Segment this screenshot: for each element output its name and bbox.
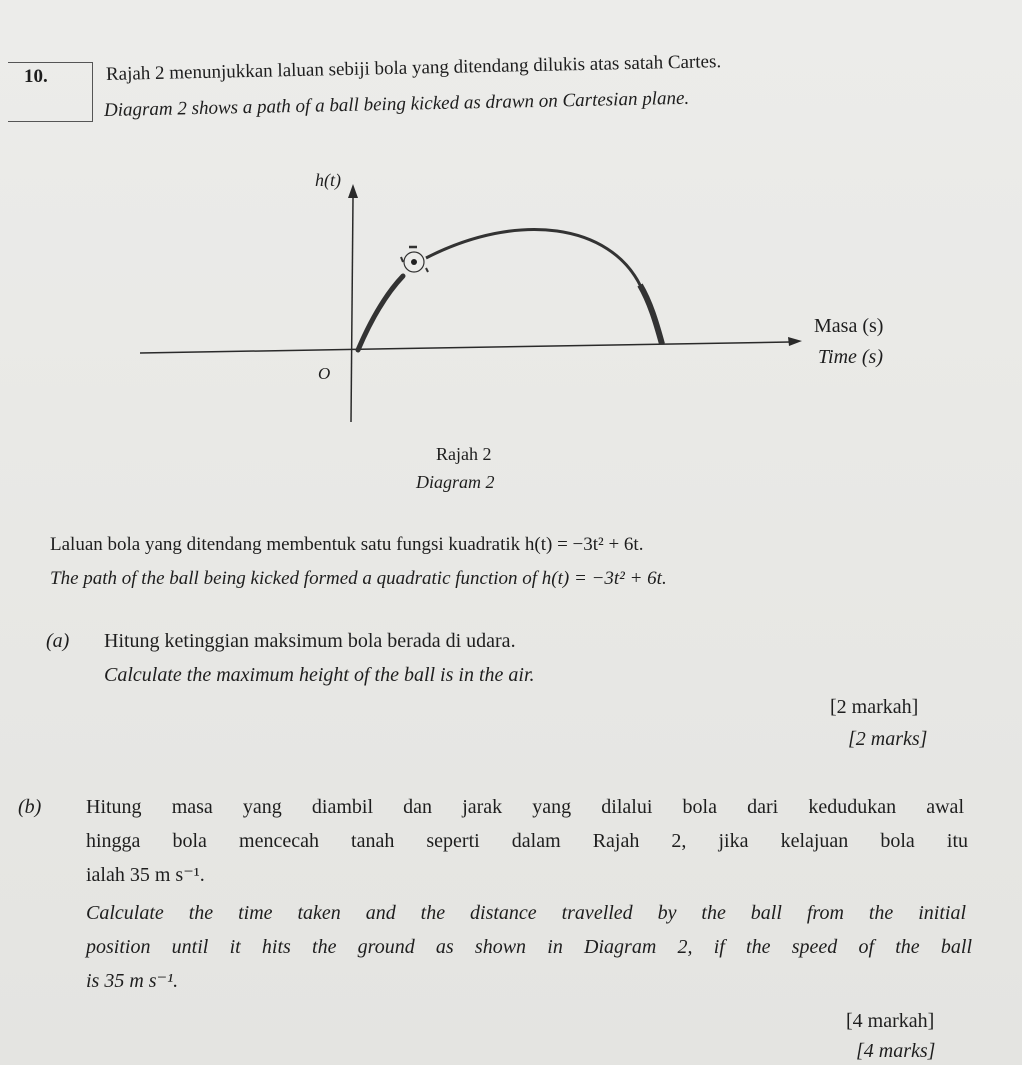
part-b-malay-line1: Hitung masa yang diambil dan jarak yang dilalui bola dari kedudukan awal [86,796,964,818]
y-axis-arrow [348,184,358,198]
x-axis [140,342,790,353]
cartesian-diagram [0,0,1022,520]
statement-malay: Laluan bola yang ditendang membentuk satu fungsi kuadratik h(t) = −3t² + 6t. [50,534,644,555]
part-a-malay: Hitung ketinggian maksimum bola berada di udara. [104,630,516,652]
part-b-english-line3: is 35 m s⁻¹. [86,970,179,992]
ball-path-rising [358,276,403,350]
part-a-english: Calculate the maximum height of the ball is in the air. [104,664,535,686]
part-b-malay-line2: hingga bola mencecah tanah seperti dalam Rajah 2, jika kelajuan bola itu [86,830,968,852]
question-number: 10. [24,66,48,87]
diagram-caption-english: Diagram 2 [416,472,495,492]
part-b-label: (b) [18,796,42,818]
ball-icon [401,247,428,272]
intro-english: Diagram 2 shows a path of a ball being kicked as drawn on Cartesian plane. [103,87,690,121]
origin-label: O [318,364,331,383]
statement-english: The path of the ball being kicked formed a quadratic function of h(t) = −3t² + 6t. [50,568,667,589]
ball-path-arc [426,229,662,344]
part-b-marks-malay: [4 markah] [846,1010,935,1032]
x-axis-label-english: Time (s) [818,346,883,368]
part-a-marks-english: [2 marks] [848,728,928,750]
x-axis-arrow [788,337,802,346]
y-axis-label: h(t) [315,170,341,190]
part-a-marks-malay: [2 markah] [830,696,919,718]
part-b-malay-line3: ialah 35 m s⁻¹. [86,864,205,886]
x-axis-label-malay: Masa (s) [814,315,884,337]
part-a-label: (a) [46,630,70,652]
part-b-english-line1: Calculate the time taken and the distance travelled by the ball from the initial [86,902,966,924]
ball-path-landing [640,285,662,344]
part-b-english-line2: position until it hits the ground as shown in Diagram 2, if the speed of the ball [86,936,972,958]
intro-malay: Rajah 2 menunjukkan laluan sebiji bola yang ditendang dilukis atas satah Cartes. [105,51,722,85]
diagram-caption-malay: Rajah 2 [436,444,492,464]
part-b-marks-english: [4 marks] [856,1040,936,1062]
y-axis [351,198,353,422]
